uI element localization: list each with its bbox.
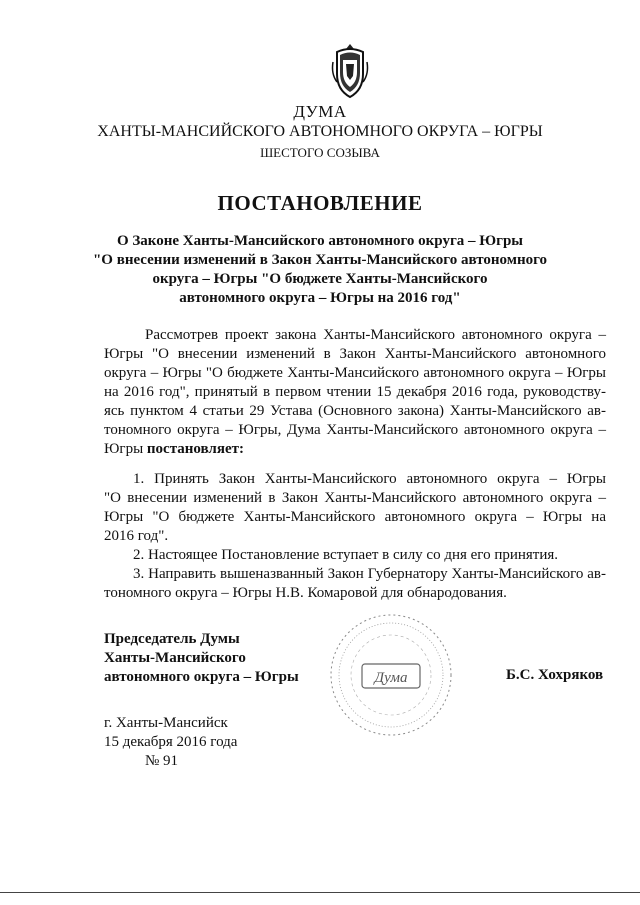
preamble-end: Югры [104,441,144,457]
preamble-line: Югры "О внесении изменений в Закон Ханты-Мансийского автономного [104,346,606,362]
city: г. Ханты-Мансийск [104,715,228,731]
document-place-date [104,714,237,771]
position-line: Ханты-Мансийского [104,650,246,666]
item-1-line: 1. Принять Закон Ханты-Мансийского автономного округа – Югры [133,471,606,487]
subject-line: "О внесении изменений в Закон Ханты-Мансийского автономного [92,252,548,268]
convocation: ШЕСТОГО СОЗЫВА [260,145,380,160]
official-seal-stamp [328,612,454,738]
bottom-divider [0,892,640,893]
preamble-last-line [104,440,606,459]
document-title: ПОСТАНОВЛЕНИЕ [217,191,423,215]
document-subject [0,232,640,308]
region-name: ХАНТЫ-МАНСИЙСКОГО АВТОНОМНОГО ОКРУГА – ЮГРЫ [97,123,543,140]
subject-line: О Законе Ханты-Мансийского автономного округа – Югры [116,233,524,249]
subject-line: автономного округа – Югры на 2016 год" [179,290,461,306]
parliament-name: ДУМА [293,102,347,121]
preamble-line: тономного округа – Югры, Дума Ханты-Мансийского автономного округа – [104,422,606,438]
preamble-line: Рассмотрев проект закона Ханты-Мансийского автономного округа – [145,327,606,343]
preamble-line: ясь пунктом 4 статьи 29 Устава (Основного закона) Ханты-Мансийского ав- [104,403,606,419]
resolution-keyword: постановляет: [146,441,244,457]
document-number: № 91 [145,753,179,769]
stamp-text: Дума [374,670,408,686]
preamble-line: округа – Югры "О бюджете Ханты-Мансийского автономного округа – Югры [104,365,606,381]
coat-of-arms-emblem [329,42,371,100]
preamble-line: на 2016 год", принятый в первом чтении 15 декабря 2016 года, руководству- [104,384,606,400]
signatory-name: Б.С. Хохряков [506,667,604,683]
resolution-items [104,470,606,603]
item-2: 2. Настоящее Постановление вступает в силу со дня его принятия. [133,547,559,563]
item-1-line: "О внесении изменений в Закон Ханты-Мансийского автономного округа – [104,490,606,506]
preamble-paragraph [104,326,606,459]
item-3-line: 3. Направить вышеназванный Закон Губернатору Ханты-Мансийского ав- [133,566,606,582]
subject-line: округа – Югры "О бюджете Ханты-Мансийского [152,271,488,287]
date: 15 декабря 2016 года [104,734,238,750]
item-1-line: Югры "О бюджете Ханты-Мансийского автономного округа – Югры на [104,509,606,525]
item-1-line: 2016 год". [104,528,169,544]
item-3-line: тономного округа – Югры Н.В. Комаровой для обнародования. [104,585,507,601]
position-line: Председатель Думы [104,631,240,647]
position-line: автономного округа – Югры [104,669,299,685]
signatory-position [104,630,299,687]
